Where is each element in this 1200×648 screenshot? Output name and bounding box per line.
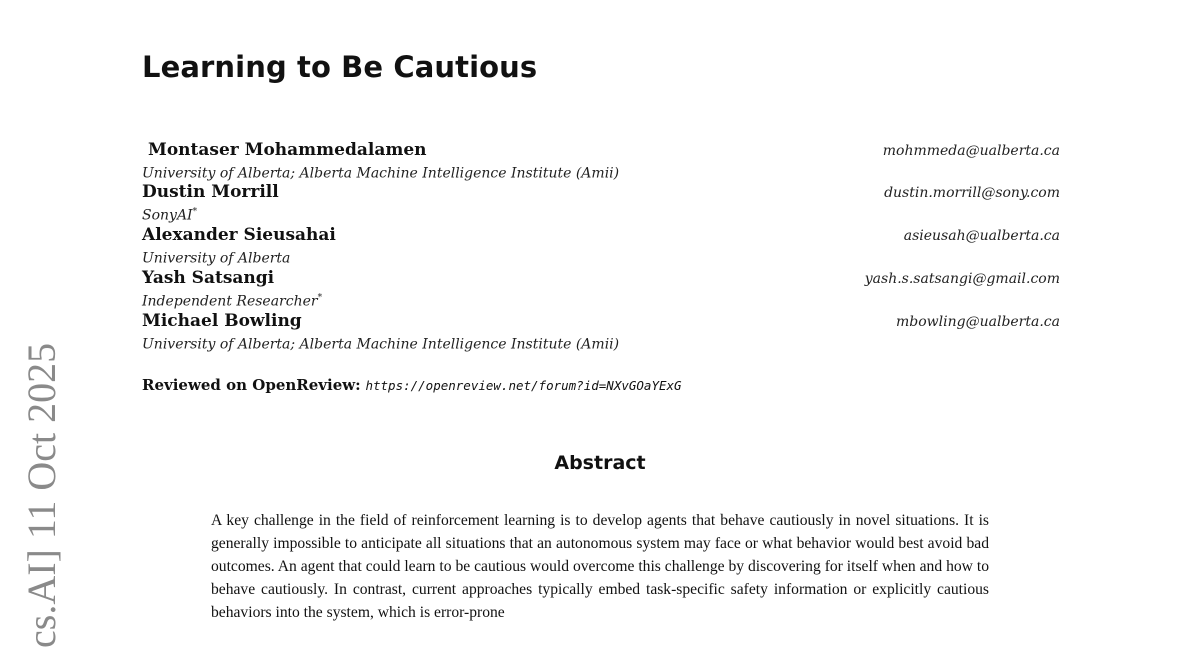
author-email[interactable]: yash.s.satsangi@gmail.com [864, 271, 1060, 287]
author-entry [142, 268, 1060, 311]
reviewed-label: Reviewed on OpenReview: [142, 376, 361, 394]
author-name: Michael Bowling [142, 311, 302, 331]
author-email[interactable]: asieusah@ualberta.ca [903, 228, 1060, 244]
author-email[interactable]: mbowling@ualberta.ca [896, 314, 1060, 330]
abstract-text: A key challenge in the field of reinforcement learning is to develop agents that behave cautiously in novel situations. It is generally impossible to anticipate all situations that an autonomous system may face or what behavior would best avoid bad outcomes. An agent that could learn to be cautious would overcome this challenge by discovering for itself when and how to behave cautiously. In contrast, current approaches typically embed task-specific safety information or explicitly cautious behaviors into the system, which is error-prone [211, 512, 989, 621]
arxiv-watermark: cs.AI] 11 Oct 2025 [19, 342, 64, 648]
author-affiliation: Independent Researcher [142, 293, 318, 310]
author-name: Yash Satsangi [142, 268, 275, 288]
author-affiliation: University of Alberta; Alberta Machine Intelligence Institute (Amii) [142, 165, 620, 182]
author-name: Dustin Morrill [142, 182, 279, 202]
author-name: Alexander Sieusahai [142, 225, 336, 245]
author-affiliation: SonyAI [142, 207, 193, 224]
paper-title: Learning to Be Cautious [142, 50, 538, 84]
author-affiliation: University of Alberta [142, 250, 291, 267]
author-entry [142, 182, 1060, 225]
openreview-link[interactable]: https://openreview.net/forum?id=NXvGOaYExG [365, 378, 682, 393]
author-name: Montaser Mohammedalamen [148, 140, 427, 160]
reviewed-line [142, 376, 682, 394]
affiliation-footnote-mark: * [192, 207, 198, 217]
author-email[interactable]: dustin.morrill@sony.com [884, 185, 1060, 201]
affiliation-footnote-mark: * [317, 293, 323, 303]
author-entry [142, 225, 1060, 268]
author-entry [142, 311, 1060, 354]
abstract-heading: Abstract [554, 452, 646, 474]
author-entry [142, 140, 1060, 183]
author-email[interactable]: mohmmeda@ualberta.ca [882, 143, 1060, 159]
author-affiliation: University of Alberta; Alberta Machine Intelligence Institute (Amii) [142, 336, 620, 353]
